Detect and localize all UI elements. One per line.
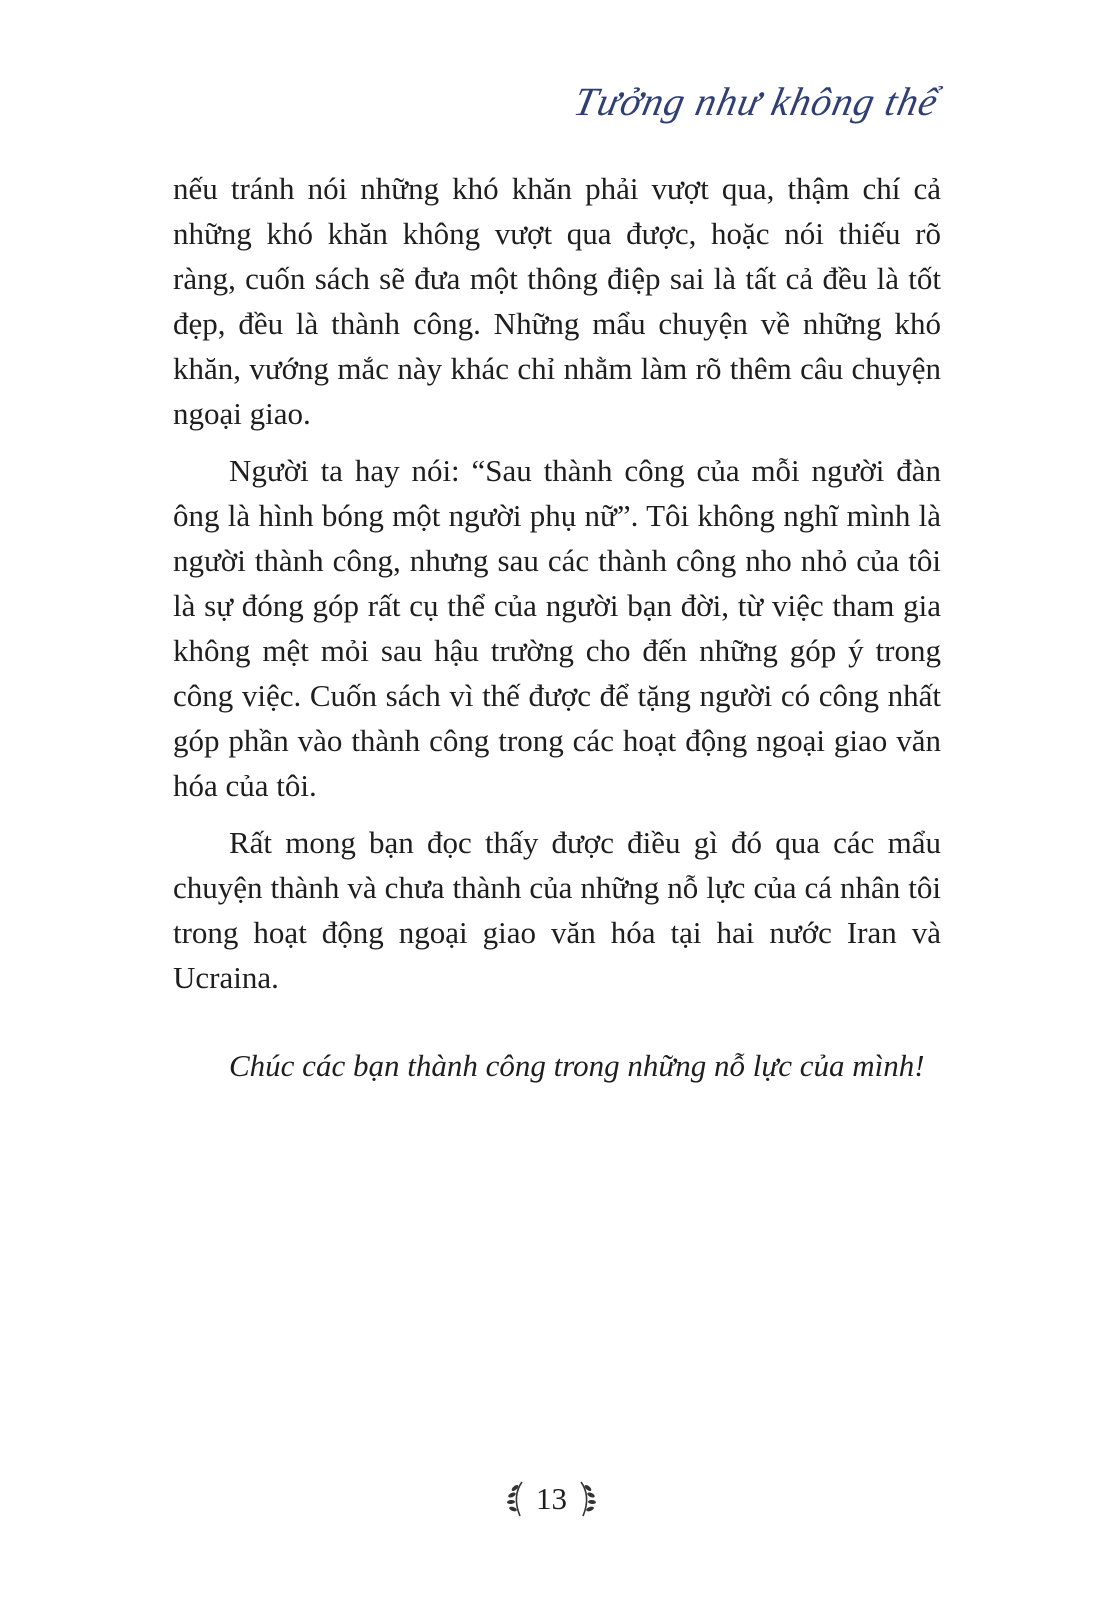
closing-line: Chúc các bạn thành công trong những nỗ lực của mình!	[229, 1048, 925, 1083]
paragraph-1: nếu tránh nói những khó khăn phải vượt qua, thậm chí cả những khó khăn không vượt qua được, hoặc nói thiếu rõ ràng, cuốn sách sẽ đưa một thông điệp sai là tất cả đều là tốt đẹp, đều là thành công. Những mẩu chuyện về những khó khăn, vướng mắc này khác chỉ nhằm làm rõ thêm câu chuyện ngoại giao.	[173, 171, 941, 431]
running-header-title: Tưởng như không thể	[570, 79, 943, 124]
page-footer	[0, 1480, 1103, 1518]
paragraph-2: Người ta hay nói: “Sau thành công của mỗi người đàn ông là hình bóng một người phụ nữ”. Tôi không nghĩ mình là người thành công, nhưng sau các thành công nho nhỏ của tôi là sự đóng góp rất cụ thể của người bạn đời, từ việc tham gia không mệt mỏi sau hậu trường cho đến những góp ý trong công việc. Cuốn sách vì thế được để tặng người có công nhất góp phần vào thành công trong các hoạt động ngoại giao văn hóa của tôi.	[173, 453, 941, 803]
paragraph-3: Rất mong bạn đọc thấy được điều gì đó qua các mẩu chuyện thành và chưa thành của những nỗ lực của cá nhân tôi trong hoạt động ngoại giao văn hóa tại hai nước Iran và Ucraina.	[173, 825, 941, 995]
laurel-right-icon	[575, 1480, 597, 1518]
laurel-left-icon	[506, 1480, 528, 1518]
body-text	[173, 166, 941, 1012]
page-number: 13	[536, 1481, 567, 1516]
